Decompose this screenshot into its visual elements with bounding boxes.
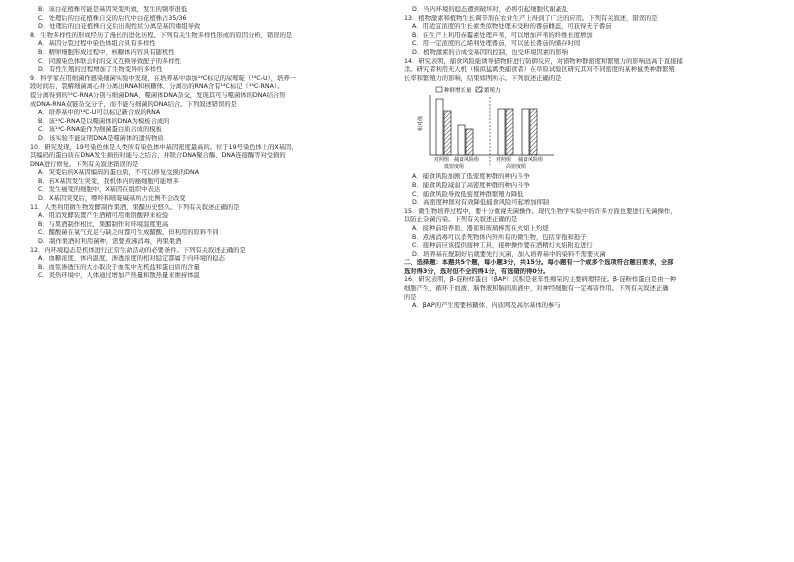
- bar-low-risk-fertility: [466, 129, 473, 155]
- question-line: 长率和繁殖力的影响，结果如图所示。下列叙述正确的是: [404, 74, 562, 82]
- question-line: 8．生物多样性的形成经历了漫长的进化历程。下列有关生物多样性形成的原因分析，错误的是: [30, 31, 293, 39]
- right-column-top: [404, 6, 779, 83]
- option-line: B．捕食风险减弱了高密度种群的种内斗争: [412, 181, 530, 189]
- legend-label-fertility: 繁殖力: [484, 88, 501, 95]
- question-line: 16．研究表明，β-淀粉样蛋白（βAP）沉积是老年性痴呆的主要病理特征。β-淀粉样蛋白是由一种: [404, 276, 676, 284]
- bar-low-control-fertility: [444, 111, 451, 155]
- option-line: C．该¹⁴C-RNA能作为细菌蛋白质合成的模板: [38, 126, 162, 134]
- question-line: 11．人类利用微生物发酵制作果酒、果醋历史悠久。下列有关叙述正确的是: [30, 203, 240, 211]
- option-line: C．用一定浓度的乙烯利处理番茄，可以延长番茄的储存时间: [412, 40, 581, 48]
- option-line: A．血糖浓度、体内温度、渗透浓度的相对稳定都属于内环境的稳态: [38, 255, 225, 263]
- bar-high-risk-growth: [522, 109, 529, 155]
- question-line: 杀。研究者利用无人机（模拟猛禽类捕食者）在草原试验区研究其对不同密度的某种鼠类种群繁殖: [404, 66, 675, 74]
- right-column: [404, 6, 779, 311]
- option-line: C．发生癌变的细胞中，X基因在组织中表达: [38, 186, 161, 194]
- x-label-high-control: 对照组: [496, 157, 512, 164]
- option-line: B．煮沸消毒可以杀死物体内外所有的微生物，包括芽孢和孢子: [412, 233, 587, 241]
- question-line: 13．植物激素和植物生长调节剂在农业生产上得到了广泛的应用。下列有关叙述，错误的是: [404, 14, 658, 22]
- option-line: A．培养基中的¹⁴C-U可以标记新合成的RNA: [38, 109, 161, 117]
- option-line: A．用消发酵装置产生酒精可用重铬酸钾来检验: [38, 212, 169, 220]
- question-line: 12．内环境稳态是机体进行正常生命活动的必要条件。下列有关叙述正确的是: [30, 246, 246, 254]
- option-line: B．精卵细胞形成过程中，核糖体内容具有随机性: [38, 48, 175, 56]
- y-axis-label: 相对值: [418, 116, 424, 132]
- right-column-bottom: [404, 173, 779, 311]
- bar-high-control-fertility: [506, 109, 513, 155]
- option-line: B．该¹⁴C-RNA是以噬菌体的DNA为模板合成的: [38, 117, 170, 125]
- option-line: A．突变后的X基因编码的蛋白质，不可以修复受损的DNA: [38, 169, 200, 177]
- question-line: 成DNA-RNA双链杂交分子，而不能与细菌的DNA结合。下列叙述错误的是: [30, 100, 237, 108]
- group-label-low: 低密度组: [444, 164, 465, 171]
- question-line: 其编码的蛋白质在DNA发生损伤时能与之结合，并联合DNA聚合酶、DNA连接酶等对受损的: [30, 152, 286, 160]
- option-line: D．当内环境的稳态遭到破坏时，必将引起细胞代谢紊乱: [412, 6, 568, 13]
- option-line: C．同源染色体联会时的交叉互换导致配子的多样性: [38, 57, 181, 65]
- question-line: 以防止杂菌污染。下列有关叙述正确的是: [404, 216, 518, 224]
- option-line: A．βAP的产生需要核糖体、内质网及高尔基体的参与: [412, 302, 561, 310]
- x-label-high-risk: 捕食风险组: [518, 157, 544, 164]
- question-line: DNA进行修复。下列有关叙述错误的是: [30, 160, 139, 168]
- option-line: A．接种前培养皿、器皿和玻璃棒需在火焰上灼烧: [412, 224, 549, 232]
- option-line: A．基因分裂过程中染色体组合具有多样性: [38, 40, 156, 48]
- question-line: 的是: [404, 293, 417, 301]
- option-line: D．培养基在配制好后就要先行灭菌，加入培养基中的染料不需要灭菌: [412, 250, 606, 258]
- question-line: 提分离得到的¹⁴C-RNA分别与细菌DNA、噬菌体DNA杂交，发现其可与噬菌体的DNA结合形: [30, 91, 286, 99]
- option-line: C．处理后的白花植株自交的后代中白花植株占35/36: [38, 14, 187, 22]
- bar-high-control-growth: [498, 109, 505, 155]
- question-line: 9．科学家在用细菌作感染细菌实验中发现，在培养基中添加¹⁴C标记的尿嘧啶（¹⁴C-U），培养一: [30, 74, 296, 82]
- bar-chart: [414, 85, 614, 171]
- option-line: B．血浆渗透压的大小取决于血浆中无机盐和蛋白质的含量: [38, 263, 200, 271]
- option-line: C．接种前应该提供接种工具，接种操作要在酒精灯火焰附近进行: [412, 242, 593, 250]
- option-line: C．炎热环境中，人体通过增加产热量和散热量来维持体温: [38, 272, 200, 280]
- option-line: A．用适宜浓度的生长素类似物处理未受粉的番茄雌蕊，可获得无子番茄: [412, 23, 612, 31]
- left-column: [30, 6, 405, 281]
- option-line: D．有性生殖的过程增加了生物变异的多样性: [38, 66, 163, 74]
- bar-chart-figure: [414, 85, 779, 171]
- option-line: D．处理后的白花植株自交后出现性状分离是基因重组导致: [38, 23, 201, 31]
- option-line: A．捕食风险加剧了低密度种群的种内斗争: [412, 173, 530, 181]
- question-line: 二、选择题：本题共5个题，每小题3分，共15分。每小题有一个或多个选项符合题目要求，全部: [404, 259, 674, 267]
- legend-label-growth: 种群增长量: [444, 88, 472, 95]
- x-label-low-control: 对照组: [434, 157, 450, 164]
- option-line: D．X基因突变后，嘌呤和嘧啶碱基所占比例不会改变: [38, 195, 186, 203]
- option-line: B．若X基因发生突变，我机体内的癌细胞可能增多: [38, 177, 179, 185]
- question-line: 10．研究发现，19号染色体是人类所有染色体中基因密度最高的。位于19号染色体上的X基因，: [30, 143, 298, 151]
- question-line: 14．研究表明，捕食风险能诱导猎物蛙进行防御反应，对猎物种群密度和繁殖力的影响远高于直接捕: [404, 57, 683, 65]
- legend-swatch-growth: [436, 87, 442, 92]
- option-line: B．该白花植株可能是基因突变所致，发生的频率很低: [38, 6, 188, 13]
- option-line: D．该实验不能证明DNA是噬菌体的遗传物质: [38, 134, 164, 142]
- question-line: 段时间后，裂解细菌离心并分离出RNA和核糖体，分离出的RNA含有¹⁴C标记（¹⁴C-RNA）。: [30, 83, 284, 91]
- option-line: C．醋酸菌在氧气充足与缺乏时都可生成醋酸，但利用的原料不同: [38, 229, 219, 237]
- option-line: D．制作果酒时利用菌种，需要煮沸消毒，再果果酒: [38, 238, 182, 246]
- x-label-low-risk: 捕食风险组: [454, 157, 480, 164]
- option-line: D．植物激素的合成受基因的控制，也受环境因素的影响: [412, 48, 568, 56]
- option-line: B．与果酒制作相比，果醋制作对环境温度更高: [38, 220, 169, 228]
- option-line: C．捕食风险导致低密度种群繁殖力降低: [412, 190, 524, 198]
- option-line: D．高密度种群对有效降低捕食风险可起增加抑制: [412, 199, 550, 207]
- question-line: 细胞产生，循环于血液、脑脊液和脑间质液中，对神经细胞有一定毒害作用。下列有关叙述正确: [404, 285, 669, 293]
- bar-low-control-growth: [436, 99, 443, 155]
- option-line: B．在生产上利用赤霉素处理芦苇，可以增加芦苇的纤维长度增加: [412, 31, 593, 39]
- question-line: 选对得3分，选对但不全的得1分，有选错的得0分。: [404, 267, 550, 275]
- bar-low-risk-growth: [458, 125, 465, 155]
- question-line: 15．微生物培养过程中，要十分重视无菌操作。现代生物学实验中的许多方面也要进行无菌操作，: [404, 207, 677, 215]
- legend-swatch-fertility: [476, 87, 482, 92]
- group-label-high: 高密度组: [506, 164, 527, 171]
- bar-high-risk-fertility: [530, 109, 537, 155]
